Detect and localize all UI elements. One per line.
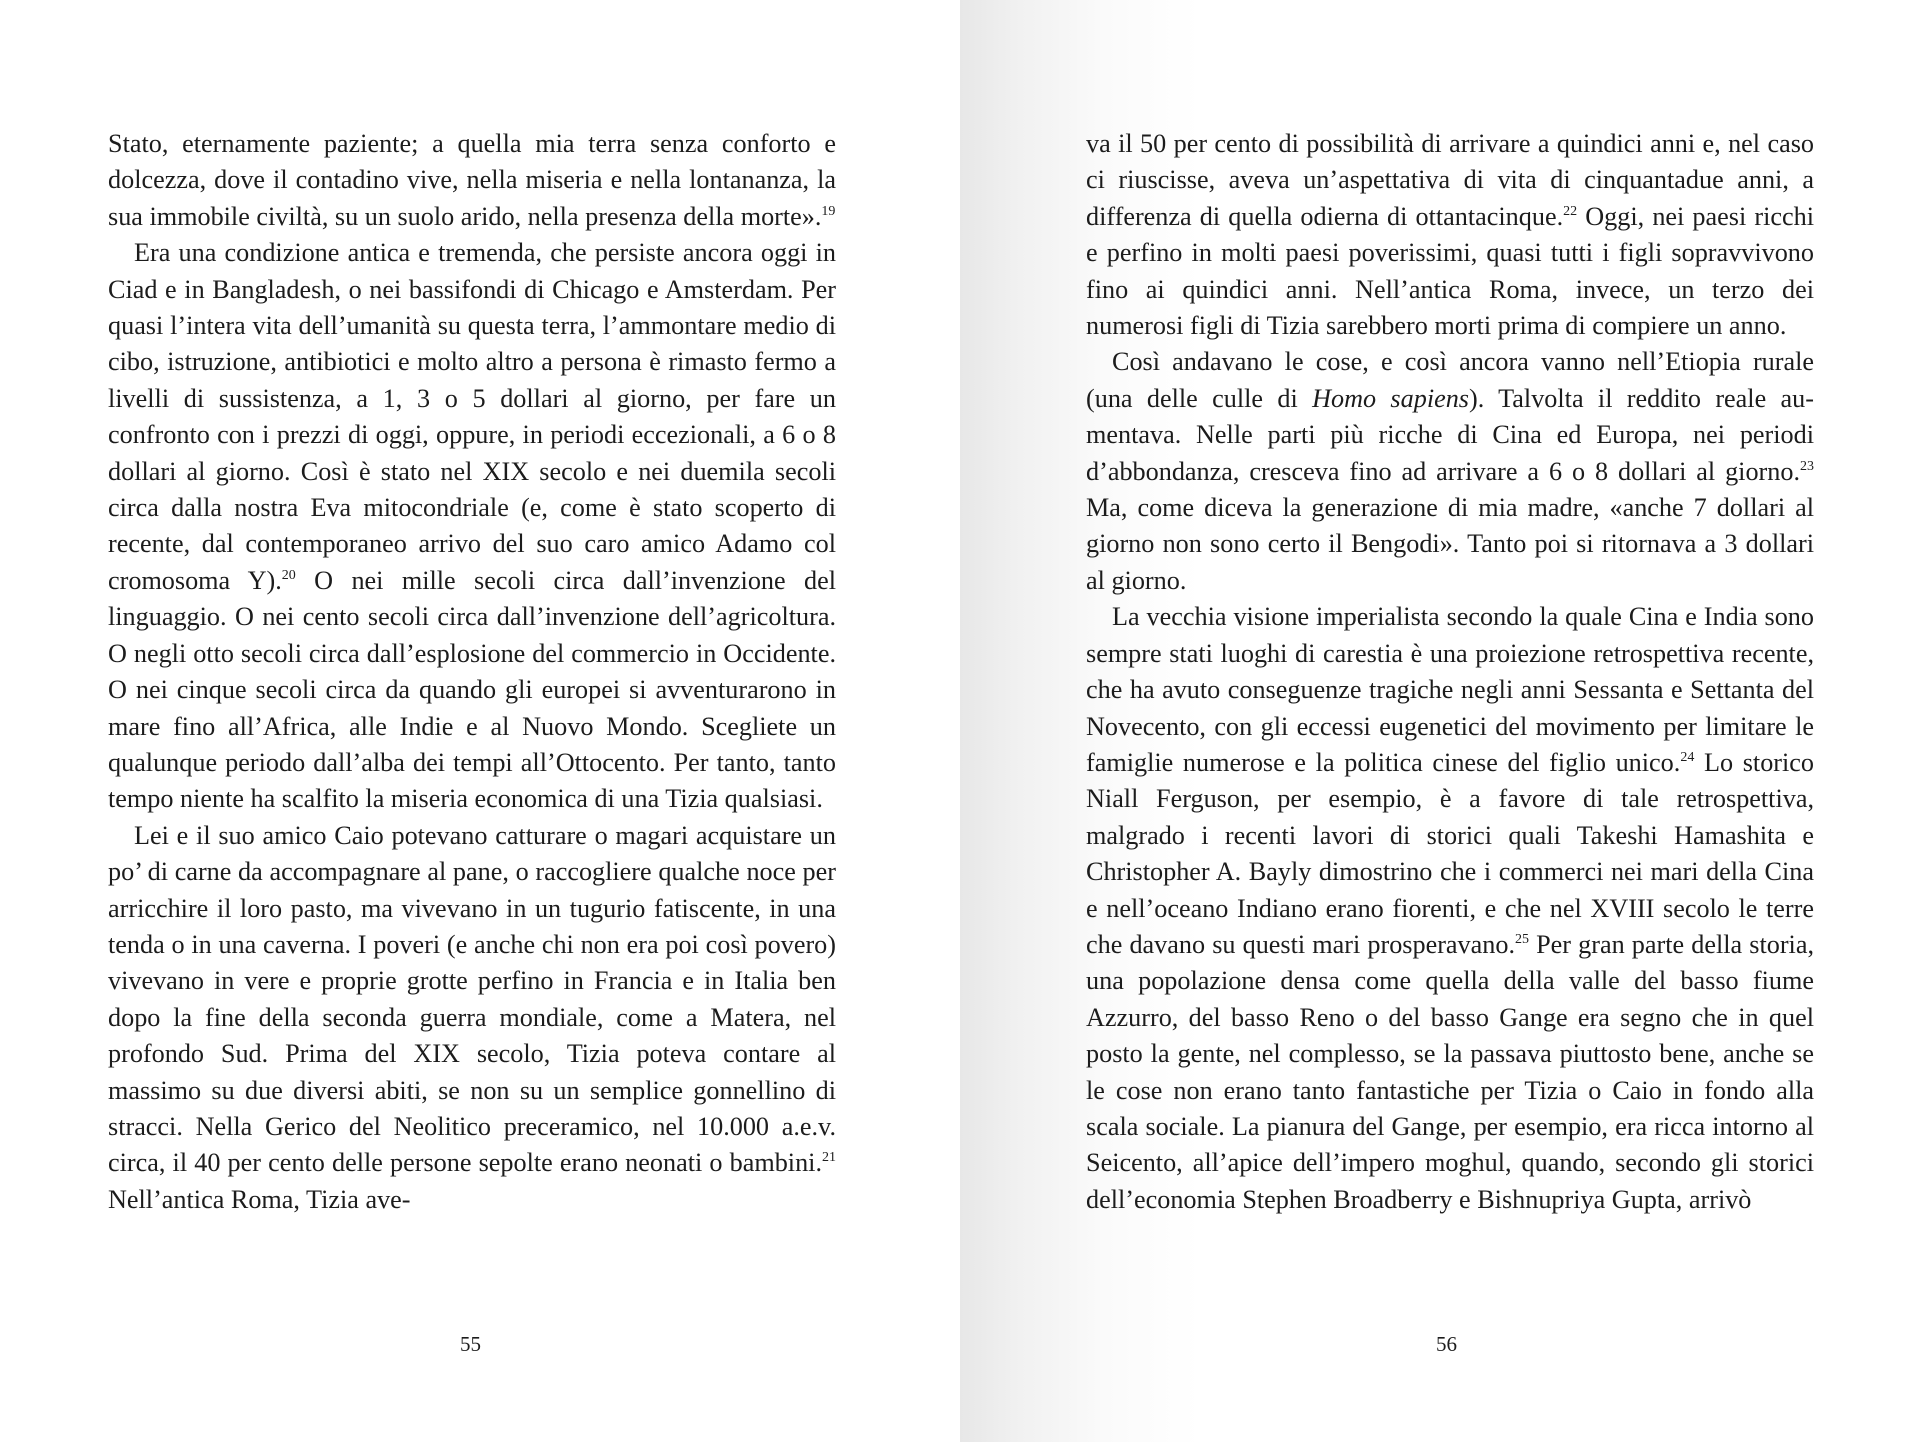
footnote-ref-23[interactable]: 23 [1800,458,1814,474]
footnote-ref-19[interactable]: 19 [821,203,836,219]
footnote-ref-24[interactable]: 24 [1680,749,1695,765]
right-page [960,0,1920,1442]
paragraph: Stato, eternamente paziente; a quella mia terra senza conforto e dolcezza, dove il contadino vive, nella miseria e nella lontananza, la sua immobile civiltà, su un suolo arido, nella presenza della morte».$^{19}$ [108,129,836,231]
footnote-ref-20[interactable]: 20 [281,567,296,583]
paragraph: va il 50 per cento di possibilità di arrivare a quindici anni e, nel caso ci riuscisse, aveva un’aspettativa di vita di cinquantadue anni, a differenza di quella odierna di ottantacinque.$^{22}$ Oggi, nei paesi ricchi e perfino in molti paesi poverissimi, quasi tutti i figli sopravvivono fino ai quindici anni. Nell’antica Roma, invece, un terzo dei numerosi figli di Tizia sarebbero morti prima di compiere un anno. [1086,129,1814,341]
page-number: 56 [1436,1332,1457,1356]
paragraph: La vecchia visione imperialista secondo la quale Cina e India sono sempre stati luoghi di carestia è una proiezione retrospettiva recente, che ha avuto conseguenze tragiche negli anni Sessanta e Settanta del Novecento, con gli eccessi eugenetici del movimento per limitare le famiglie numerose e la politica cinese del figlio unico.$^{24}$ Lo storico Niall Ferguson, per esempio, è a favore di tale retrospettiva, malgrado i recenti lavori di storici quali Takeshi Hamashita e Christopher A. Bayly dimostrino che i commerci nei mari della Cina e nell’oceano Indiano erano fiorenti, e che nel XVIII secolo le terre che davano su questi mari prosperavano.$^{25}$ Per gran parte della storia, una popolazione densa come quella della valle del basso fiume Azzurro, del basso Reno o del basso Gange era segno che in quel posto la gente, nel complesso, se la passava piuttosto bene, anche se le cose non erano tanto fantastiche per Tizia o Caio in fondo alla scala sociale. La pianura del Gange, per esempio, era ricca intorno al Seicento, all’apice dell’impero moghul, quando, secondo gli storici dell’economia Stephen Broadberry e Bishnupriya Gupta, arrivò [1086,602,1814,1214]
italic-term: Homo sapiens [1312,383,1469,413]
footnote-ref-21[interactable]: 21 [822,1150,836,1166]
paragraph: Era una condizione antica e tremenda, che persiste ancora oggi in Ciad e in Bangladesh, o nei bassifondi di Chicago e Amsterdam. Per quasi l’intera vita dell’umanità su questa terra, l’ammontare medio di cibo, istruzione, antibiotici e molto altro a persona è rimasto fermo a livelli di sussistenza, a 1, 3 o 5 dollari al giorno, per fare un confronto con i prezzi di oggi, oppure, in periodi eccezionali, a 6 o 8 dollari al giorno. Così è stato nel XIX secolo e nei duemila secoli circa dalla nostra Eva mitocondriale (e, come è stato scoperto di recente, dal contemporaneo arrivo del suo caro amico Adamo col cromosoma Y).$^{20}$ O nei mille secoli circa dall’invenzione del linguaggio. O nei cento secoli circa dall’invenzione dell’agricoltura. O negli otto secoli circa dall’esplosione del commercio in Occidente. O nei cinque secoli circa da quando gli europei si avventurarono in mare fino all’Africa, alle Indie e al Nuovo Mondo. Scegliete un qualunque periodo dall’alba dei tempi all’Ottocento. Per tanto, tanto tempo niente ha scalfito la miseria economica di una Tizia qualsiasi. [108,238,837,814]
right-page-text [1086,126,1814,1218]
page-number: 55 [460,1332,481,1356]
footnote-ref-22[interactable]: 22 [1563,203,1578,219]
footnote-ref-25[interactable]: 25 [1515,931,1529,947]
paragraph: Così andavano le cose, e così ancora vanno nell’Etiopia rurale (una delle culle di Homo sapiens). Talvolta il reddito reale aumentava. Nelle parti più ricche di Cina ed Europa, nei periodi d’abbondanza, cresceva fino ad arrivare a 6 o 8 dollari al giorno.$^{23}$ Ma, come diceva la generazione di mia madre, «anche 7 dollari al giorno non sono certo il Bengodi». Tanto poi si ritornava a 3 dollari al giorno. [1086,347,1814,595]
left-page-text [108,126,836,1218]
paragraph: Lei e il suo amico Caio potevano catturare o magari acquistare un po’ di carne da accompagnare al pane, o raccogliere qualche noce per arricchire il loro pasto, ma vivevano in un tugurio fatiscente, in una tenda o in una caverna. I poveri (e anche chi non era poi così povero) vivevano in vere e proprie grotte perfino in Francia e in Italia ben dopo la fine della seconda guerra mondiale, come a Matera, nel profondo Sud. Prima del XIX secolo, Tizia poteva contare al massimo su due diversi abiti, se non su un semplice gonnellino di stracci. Nella Gerico del Neolitico preceramico, nel 10.000 a.e.v. circa, il 40 per cento delle persone sepolte erano neonati o bambini.$^{21}$ Nell’antica Roma, Tizia ave- [108,820,836,1214]
